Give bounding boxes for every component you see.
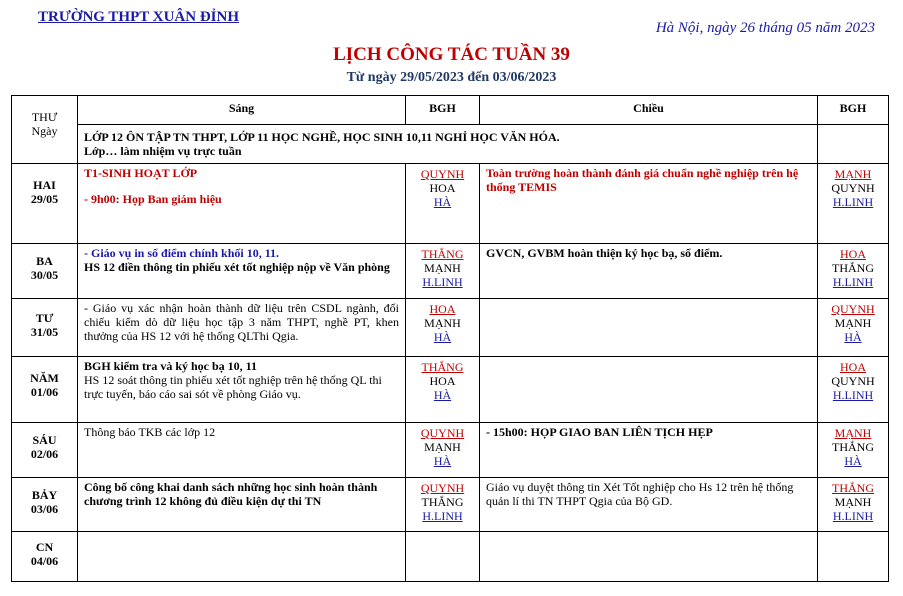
bgh-afternoon-cell <box>818 244 889 299</box>
morning-item: Công bố công khai danh sách những học sinh hoàn thành chương trình 12 không đủ điều kiện dự thi TN <box>84 480 378 508</box>
bgh-name: THẮNG <box>832 261 874 275</box>
day-date: 01/06 <box>30 385 59 399</box>
bgh-name-link[interactable]: QUYNH <box>420 481 465 495</box>
bgh-morning-cell <box>406 164 480 244</box>
bgh-name-link[interactable]: H.LINH <box>832 388 874 402</box>
day-date: 03/06 <box>30 502 59 516</box>
afternoon-cell <box>480 357 818 423</box>
day-row <box>12 164 889 244</box>
header-sang: Sáng <box>78 96 406 125</box>
day-row <box>12 423 889 478</box>
page-title: LỊCH CÔNG TÁC TUẦN 39 <box>333 44 570 65</box>
bgh-morning-cell <box>406 244 480 299</box>
header-thu <box>12 96 78 164</box>
morning-cell <box>78 423 406 478</box>
day-name: TƯ <box>35 311 54 325</box>
notice-cell <box>78 125 818 164</box>
bgh-morning-cell <box>406 299 480 357</box>
day-cell <box>12 357 78 423</box>
day-row <box>12 532 889 582</box>
afternoon-cell <box>480 299 818 357</box>
bgh-morning-cell <box>406 423 480 478</box>
bgh-name: MẠNH <box>424 440 461 454</box>
day-cell <box>12 164 78 244</box>
day-date: 02/06 <box>30 447 59 461</box>
day-date: 30/05 <box>30 268 59 282</box>
bgh-name-link[interactable]: HÀ <box>433 388 452 402</box>
header-chieu: Chiều <box>480 96 818 125</box>
bgh-name-link[interactable]: H.LINH <box>832 275 874 289</box>
day-name: CN <box>35 540 54 554</box>
morning-cell <box>78 164 406 244</box>
afternoon-item: Giáo vụ duyệt thông tin Xét Tốt nghiệp cho Hs 12 trên hệ thống quản lí thi TN THPT Qgia của Bộ GD. <box>486 480 794 508</box>
day-row <box>12 357 889 423</box>
bgh-name: THẮNG <box>832 440 874 454</box>
day-name: BẢY <box>31 488 58 502</box>
morning-item: HS 12 điền thông tin phiếu xét tốt nghiệp nộp về Văn phòng <box>84 260 390 274</box>
header-row <box>12 96 889 125</box>
afternoon-item: GVCN, GVBM hoàn thiện ký học bạ, sổ điểm. <box>486 246 723 260</box>
bgh-name-link[interactable]: QUYNH <box>831 302 875 316</box>
bgh-afternoon-cell <box>818 299 889 357</box>
morning-cell <box>78 299 406 357</box>
bgh-name: QUYNH <box>831 374 875 388</box>
day-date: 29/05 <box>30 192 59 206</box>
bgh-name-link[interactable]: HOA <box>840 360 866 374</box>
day-name: HAI <box>33 178 56 192</box>
afternoon-item: - 15h00: HỌP GIAO BAN LIÊN TỊCH HẸP <box>486 425 713 439</box>
bgh-name-link[interactable]: HÀ <box>844 454 862 468</box>
day-date: 04/06 <box>30 554 59 568</box>
bgh-afternoon-cell <box>818 532 889 582</box>
bgh-morning-cell <box>406 532 480 582</box>
page-subtitle: Từ ngày 29/05/2023 đến 03/06/2023 <box>346 70 557 85</box>
day-cell <box>12 299 78 357</box>
afternoon-item: Toàn trường hoàn thành đánh giá chuẩn nghề nghiệp trên hệ thống TEMIS <box>486 166 799 194</box>
day-date: 31/05 <box>30 325 59 339</box>
notice-row <box>12 125 889 164</box>
bgh-name: MẠNH <box>424 316 461 330</box>
bgh-name: MẠNH <box>424 261 461 275</box>
bgh-afternoon-cell <box>818 357 889 423</box>
bgh-name: HOA <box>429 374 456 388</box>
day-row <box>12 244 889 299</box>
bgh-name: MẠNH <box>834 316 872 330</box>
day-row <box>12 299 889 357</box>
afternoon-cell <box>480 164 818 244</box>
afternoon-cell <box>480 532 818 582</box>
bgh-morning-cell <box>406 357 480 423</box>
day-cell <box>12 423 78 478</box>
morning-item: HS 12 soát thông tin phiếu xét tốt nghiệp trên hệ thống QL thi trực tuyến, báo cáo sai sót về phòng Giáo vụ. <box>84 373 382 401</box>
morning-item: - Giáo vụ in sổ điểm chính khối 10, 11. <box>84 246 280 260</box>
notice-line-1: LỚP 12 ÔN TẬP TN THPT, LỚP 11 HỌC NGHỀ, HỌC SINH 10,11 NGHỈ HỌC VĂN HÓA. <box>84 130 560 144</box>
notice-empty-chieu <box>818 125 889 164</box>
bgh-name-link[interactable]: THẮNG <box>421 247 464 261</box>
bgh-name: HOA <box>429 181 456 195</box>
day-name: NĂM <box>30 371 59 385</box>
morning-item: BGH kiểm tra và ký học bạ 10, 11 <box>84 359 258 373</box>
afternoon-cell <box>480 478 818 532</box>
morning-item: T1-SINH HOẠT LỚP <box>84 166 198 180</box>
bgh-name-link[interactable]: THẮNG <box>832 481 874 495</box>
day-name: SÁU <box>32 433 57 447</box>
bgh-name: MẠNH <box>834 495 872 509</box>
day-cell <box>12 244 78 299</box>
bgh-name-link[interactable]: QUYNH <box>420 426 465 440</box>
document-date: Hà Nội, ngày 26 tháng 05 năm 2023 <box>655 20 875 36</box>
bgh-afternoon-cell <box>818 478 889 532</box>
bgh-name-link[interactable]: HÀ <box>433 454 452 468</box>
day-row <box>12 478 889 532</box>
day-cell <box>12 532 78 582</box>
morning-cell <box>78 478 406 532</box>
notice-line-2: Lớp… làm nhiệm vụ trực tuần <box>84 144 242 158</box>
day-cell <box>12 478 78 532</box>
bgh-name-link[interactable]: HOA <box>429 302 456 316</box>
bgh-morning-cell <box>406 478 480 532</box>
bgh-name-link[interactable]: THẮNG <box>421 360 464 374</box>
school-name: TRƯỜNG THPT XUÂN ĐỈNH <box>38 9 239 25</box>
morning-cell <box>78 244 406 299</box>
morning-cell <box>78 357 406 423</box>
afternoon-cell <box>480 244 818 299</box>
bgh-name-link[interactable]: H.LINH <box>832 509 874 523</box>
day-name: BA <box>36 254 53 268</box>
bgh-name-link[interactable]: MẠNH <box>834 426 872 440</box>
bgh-afternoon-cell <box>818 423 889 478</box>
bgh-name-link[interactable]: H.LINH <box>422 509 463 523</box>
bgh-name-link[interactable]: MẠNH <box>834 167 872 181</box>
bgh-name: QUYNH <box>831 181 875 195</box>
bgh-name-link[interactable]: HÀ <box>844 330 862 344</box>
schedule-table <box>11 95 889 582</box>
bgh-name-link[interactable]: H.LINH <box>422 275 463 289</box>
bgh-afternoon-cell <box>818 164 889 244</box>
bgh-name-link[interactable]: HÀ <box>433 195 452 209</box>
bgh-name: THẮNG <box>421 495 464 509</box>
morning-item: - 9h00: Họp Ban giám hiệu <box>84 192 222 206</box>
bgh-name-link[interactable]: HOA <box>840 247 866 261</box>
bgh-name-link[interactable]: HÀ <box>433 330 452 344</box>
afternoon-cell <box>480 423 818 478</box>
header-bgh-morning: BGH <box>406 96 480 125</box>
header-thu-label: THƯ <box>31 110 58 124</box>
bgh-name-link[interactable]: QUYNH <box>420 167 465 181</box>
header-ngay-label: Ngày <box>31 124 58 138</box>
header-bgh-afternoon: BGH <box>818 96 889 125</box>
morning-item: Thông báo TKB các lớp 12 <box>84 425 216 439</box>
bgh-name-link[interactable]: H.LINH <box>832 195 874 209</box>
morning-cell <box>78 532 406 582</box>
morning-item: - Giáo vụ xác nhận hoàn thành dữ liệu trên CSDL ngành, đối chiếu kiểm dò dữ liệu học tập 3 năm THPT, nghề PT, khen thưởng của HS 12 với hệ thống QLThi Qgia. <box>84 301 399 343</box>
